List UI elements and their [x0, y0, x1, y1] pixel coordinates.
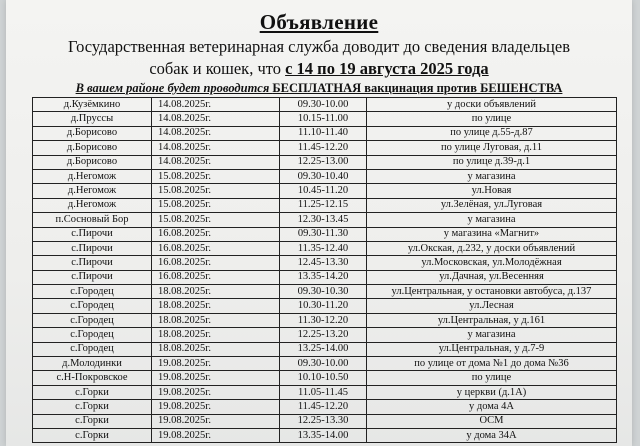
place-cell: у церкви (д.1А) — [367, 385, 617, 399]
time-cell: 11.25-12.15 — [280, 198, 367, 212]
date-cell: 14.08.2025г. — [152, 98, 280, 112]
date-cell: 19.08.2025г. — [152, 357, 280, 371]
notice-sheet — [6, 0, 632, 446]
table-row — [33, 198, 617, 212]
table-row — [33, 328, 617, 342]
village-cell: с.Пирочи — [33, 270, 152, 284]
time-cell: 09.30-10.00 — [280, 357, 367, 371]
place-cell: у магазина — [367, 328, 617, 342]
table-row — [33, 227, 617, 241]
village-cell: д.Борисово — [33, 126, 152, 140]
table-row — [33, 184, 617, 198]
place-cell: ул.Зелёная, ул.Луговая — [367, 198, 617, 212]
place-cell: ул.Новая — [367, 184, 617, 198]
table-row — [33, 414, 617, 428]
village-cell: с.Городец — [33, 328, 152, 342]
time-cell: 12.25-13.00 — [280, 155, 367, 169]
time-cell: 09.30-11.30 — [280, 227, 367, 241]
date-cell: 14.08.2025г. — [152, 155, 280, 169]
table-row — [33, 213, 617, 227]
table-row — [33, 299, 617, 313]
date-cell: 18.08.2025г. — [152, 285, 280, 299]
intro-dates: с 14 по 19 августа 2025 года — [285, 59, 489, 78]
village-cell: д.Молодинки — [33, 357, 152, 371]
date-cell: 14.08.2025г. — [152, 112, 280, 126]
time-cell: 12.45-13.30 — [280, 256, 367, 270]
intro-line-2 — [6, 58, 632, 80]
date-cell: 18.08.2025г. — [152, 299, 280, 313]
time-cell: 12.25-13.20 — [280, 328, 367, 342]
place-cell: по улице — [367, 371, 617, 385]
date-cell: 19.08.2025г. — [152, 385, 280, 399]
village-cell: с.Городец — [33, 313, 152, 327]
time-cell: 11.45-12.20 — [280, 141, 367, 155]
date-cell: 18.08.2025г. — [152, 313, 280, 327]
time-cell: 11.35-12.40 — [280, 241, 367, 255]
time-cell: 12.30-13.45 — [280, 213, 367, 227]
table-row — [33, 98, 617, 112]
village-cell: с.Горки — [33, 385, 152, 399]
date-cell: 16.08.2025г. — [152, 256, 280, 270]
place-cell: у доски объявлений — [367, 98, 617, 112]
place-cell: у дома 4А — [367, 400, 617, 414]
subtitle-prefix: В вашем районе будет проводится — [75, 81, 273, 95]
village-cell: д.Негомож — [33, 198, 152, 212]
time-cell: 10.10-10.50 — [280, 371, 367, 385]
place-cell: у магазина — [367, 169, 617, 183]
village-cell: с.Городец — [33, 299, 152, 313]
table-row — [33, 112, 617, 126]
village-cell: д.Негомож — [33, 184, 152, 198]
table-row — [33, 241, 617, 255]
date-cell: 14.08.2025г. — [152, 126, 280, 140]
village-cell: с.Горки — [33, 400, 152, 414]
place-cell: по улице д.55-д.87 — [367, 126, 617, 140]
village-cell: д.Кузёмкино — [33, 98, 152, 112]
table-row — [33, 371, 617, 385]
schedule-body — [33, 98, 617, 443]
vaccination-schedule-table — [32, 97, 617, 443]
date-cell: 15.08.2025г. — [152, 213, 280, 227]
date-cell: 19.08.2025г. — [152, 371, 280, 385]
village-cell: д.Борисово — [33, 155, 152, 169]
village-cell: с.Пирочи — [33, 227, 152, 241]
place-cell: у дома 34А — [367, 428, 617, 442]
place-cell: по улице д.39-д.1 — [367, 155, 617, 169]
table-row — [33, 357, 617, 371]
table-row — [33, 270, 617, 284]
place-cell: по улице Луговая, д.11 — [367, 141, 617, 155]
time-cell: 10.30-11.20 — [280, 299, 367, 313]
village-cell: с.Городец — [33, 342, 152, 356]
place-cell: ул.Окская, д.232, у доски объявлений — [367, 241, 617, 255]
time-cell: 11.45-12.20 — [280, 400, 367, 414]
place-cell: у магазина «Магнит» — [367, 227, 617, 241]
place-cell: ул.Центральная, у д.7-9 — [367, 342, 617, 356]
intro-line-1: Государственная ветеринарная служба доводит до сведения владельцев — [67, 37, 570, 56]
place-cell: ОСМ — [367, 414, 617, 428]
place-cell: ул.Дачная, ул.Весенняя — [367, 270, 617, 284]
table-row — [33, 428, 617, 442]
time-cell: 13.35-14.00 — [280, 428, 367, 442]
date-cell: 14.08.2025г. — [152, 141, 280, 155]
time-cell: 11.10-11.40 — [280, 126, 367, 140]
time-cell: 11.05-11.45 — [280, 385, 367, 399]
table-row — [33, 313, 617, 327]
time-cell: 13.35-14.20 — [280, 270, 367, 284]
village-cell: д.Негомож — [33, 169, 152, 183]
time-cell: 11.30-12.20 — [280, 313, 367, 327]
village-cell: с.Городец — [33, 285, 152, 299]
table-row — [33, 155, 617, 169]
table-row — [33, 342, 617, 356]
time-cell: 10.45-11.20 — [280, 184, 367, 198]
place-cell: по улице — [367, 112, 617, 126]
table-row — [33, 141, 617, 155]
time-cell: 10.15-11.00 — [280, 112, 367, 126]
notice-subtitle — [6, 81, 632, 96]
table-row — [33, 126, 617, 140]
table-row — [33, 385, 617, 399]
date-cell: 15.08.2025г. — [152, 169, 280, 183]
village-cell: с.Пирочи — [33, 241, 152, 255]
notice-title: Объявление — [259, 10, 379, 34]
place-cell: у магазина — [367, 213, 617, 227]
village-cell: д.Пруссы — [33, 112, 152, 126]
village-cell: п.Сосновый Бор — [33, 213, 152, 227]
village-cell: с.Горки — [33, 414, 152, 428]
table-row — [33, 400, 617, 414]
table-row — [33, 256, 617, 270]
time-cell: 12.25-13.30 — [280, 414, 367, 428]
subtitle-main: БЕСПЛАТНАЯ вакцинация против БЕШЕНСТВА — [272, 81, 563, 95]
time-cell: 09.30-10.40 — [280, 169, 367, 183]
village-cell: с.Пирочи — [33, 256, 152, 270]
time-cell: 09.30-10.30 — [280, 285, 367, 299]
place-cell: по улице от дома №1 до дома №36 — [367, 357, 617, 371]
intro-line-2-prefix: собак и кошек, что — [149, 59, 286, 78]
date-cell: 19.08.2025г. — [152, 414, 280, 428]
village-cell: с.Горки — [33, 428, 152, 442]
place-cell: ул.Московская, ул.Молодёжная — [367, 256, 617, 270]
date-cell: 15.08.2025г. — [152, 184, 280, 198]
date-cell: 19.08.2025г. — [152, 428, 280, 442]
time-cell: 13.25-14.00 — [280, 342, 367, 356]
table-row — [33, 169, 617, 183]
date-cell: 18.08.2025г. — [152, 328, 280, 342]
place-cell: ул.Центральная, у остановки автобуса, д.137 — [367, 285, 617, 299]
date-cell: 18.08.2025г. — [152, 342, 280, 356]
village-cell: с.Н-Покровское — [33, 371, 152, 385]
notice-intro — [6, 36, 632, 80]
table-row — [33, 285, 617, 299]
date-cell: 19.08.2025г. — [152, 400, 280, 414]
date-cell: 15.08.2025г. — [152, 198, 280, 212]
time-cell: 09.30-10.00 — [280, 98, 367, 112]
place-cell: ул.Центральная, у д.161 — [367, 313, 617, 327]
place-cell: ул.Лесная — [367, 299, 617, 313]
date-cell: 16.08.2025г. — [152, 270, 280, 284]
date-cell: 16.08.2025г. — [152, 227, 280, 241]
village-cell: д.Борисово — [33, 141, 152, 155]
date-cell: 16.08.2025г. — [152, 241, 280, 255]
